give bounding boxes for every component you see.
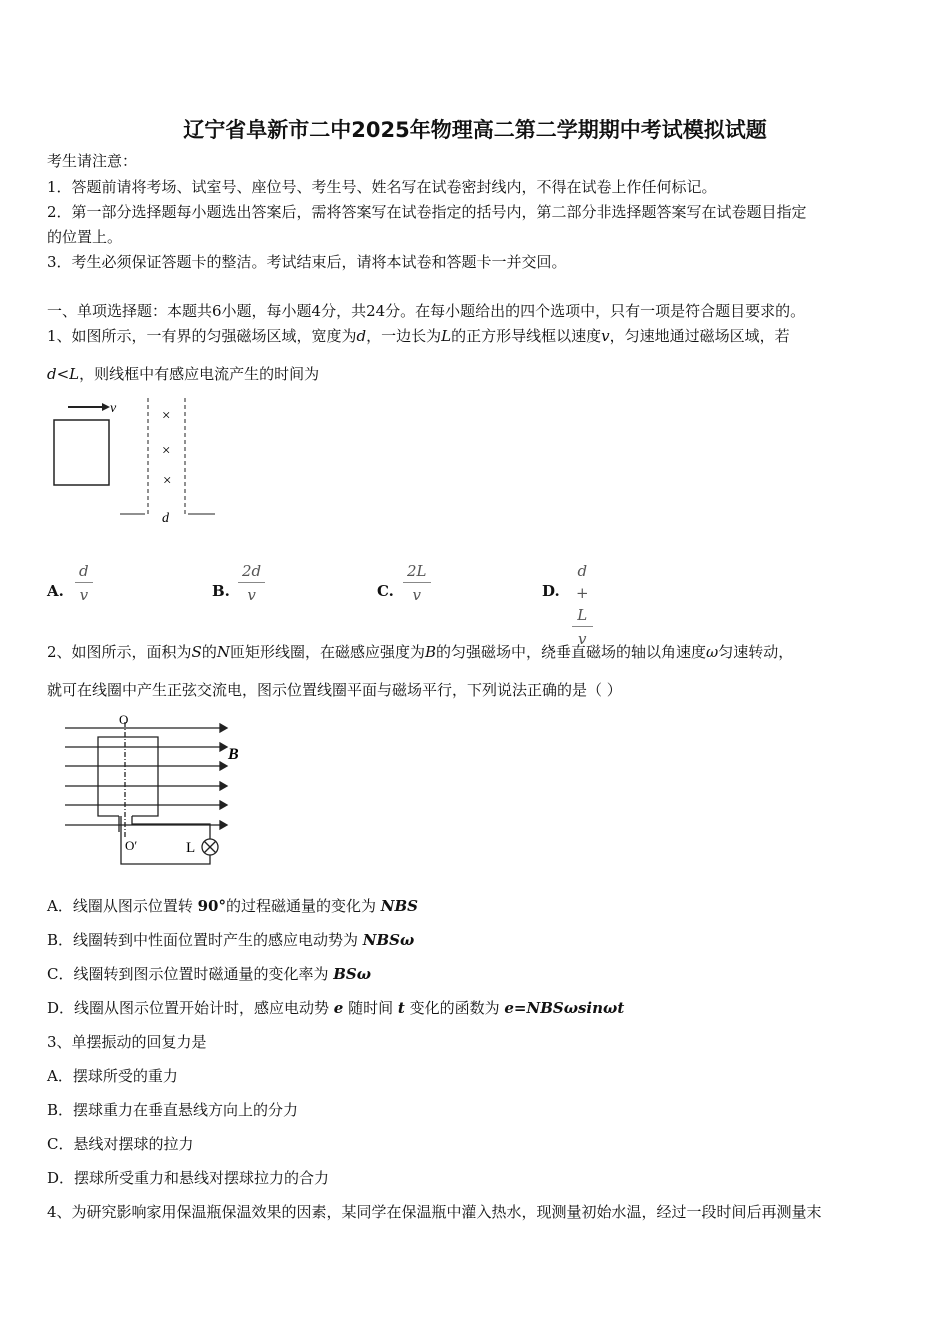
text: 变化的函数为	[404, 999, 505, 1017]
math: NBS	[380, 897, 418, 915]
text: C．线圈转到图示位置时磁通量的变化率为	[47, 965, 334, 983]
denominator: v	[412, 586, 421, 604]
math: v	[601, 327, 610, 345]
option-label: A.	[47, 582, 64, 600]
denominator: v	[79, 586, 89, 604]
math: NBSω	[362, 931, 415, 949]
notice-item: 2．第一部分选择题每小题选出答案后，需将答案写在试卷指定的括号内，第二部分非选择题答案写在试卷题目指定	[47, 203, 807, 221]
axis-o2-label: O′	[125, 838, 138, 853]
q1-stem	[47, 326, 790, 346]
denominator: v	[247, 586, 256, 604]
text: 1、如图所示，一有界的匀强磁场区域，宽度为	[47, 327, 357, 345]
numerator: 2L	[403, 560, 431, 583]
text: 随时间	[343, 999, 398, 1017]
math: e=NBSωsinωt	[504, 999, 625, 1017]
math: BSω	[333, 965, 372, 983]
text: ，匀速地通过磁场区域，若	[609, 327, 790, 345]
math: ω	[706, 643, 719, 661]
option-label: B.	[212, 582, 230, 600]
math: d<L	[47, 365, 80, 383]
math: N	[216, 643, 230, 661]
q3-option-d[interactable]: D．摆球所受重力和悬线对摆球拉力的合力	[47, 1169, 330, 1187]
notice-item: 1．答题前请将考场、试室号、座位号、考生号、姓名写在试卷密封线内，不得在试卷上作任何标记。	[47, 178, 717, 196]
notice-item: 3．考生必须保证答题卡的整洁。考试结束后，请将本试卷和答题卡一并交回。	[47, 253, 567, 271]
text: 匀速转动，	[718, 643, 794, 661]
q3-stem: 3、单摆振动的回复力是	[47, 1033, 207, 1051]
math: t	[397, 999, 405, 1017]
math: 90°	[197, 897, 226, 915]
math: S	[191, 643, 202, 661]
text: 的	[201, 643, 217, 661]
math: d	[356, 327, 367, 345]
page-title: 辽宁省阜新市二中2025年物理高二第二学期期中考试模拟试题	[183, 118, 767, 142]
q4-stem: 4、为研究影响家用保温瓶保温效果的因素，某同学在保温瓶中灌入热水，现测量初始水温，经过一段时间后再测量末	[47, 1203, 822, 1221]
text: ，一边长为	[366, 327, 442, 345]
q2-stem-cont: 就可在线圈中产生正弦交流电，图示位置线圈平面与磁场平行，下列说法正确的是（ ）	[47, 681, 622, 699]
numerator: d	[75, 560, 93, 583]
text: D．线圈从图示位置开始计时，感应电动势	[47, 999, 334, 1017]
text: ，则线框中有感应电流产生的时间为	[79, 365, 320, 383]
math: B	[424, 643, 437, 661]
numerator: d + L	[572, 560, 593, 627]
q2-figure	[55, 712, 239, 867]
q3-option-c[interactable]: C．悬线对摆球的拉力	[47, 1135, 194, 1153]
field-cross: ×	[162, 408, 171, 424]
denominator: v	[578, 630, 587, 648]
text: 的正方形导线框以速度	[451, 327, 602, 345]
section-heading: 一、单项选择题：本题共6小题，每小题4分，共24分。在每小题给出的四个选项中，只有一项是符合题目要求的。	[47, 302, 806, 320]
option-label: C.	[377, 582, 394, 600]
math: e	[333, 999, 344, 1017]
velocity-label: v	[110, 401, 117, 416]
text: 匝矩形线圈，在磁感应强度为	[229, 643, 425, 661]
text: 的过程磁通量的变化为	[225, 897, 381, 915]
math: L	[441, 327, 452, 345]
q2-stem	[47, 642, 793, 662]
q2-option-b[interactable]	[47, 930, 414, 950]
q3-option-b[interactable]: B．摆球重力在垂直悬线方向上的分力	[47, 1101, 299, 1119]
axis-o-label: O	[119, 712, 129, 727]
option-label: D.	[542, 582, 560, 600]
q2-option-a[interactable]	[47, 896, 418, 916]
field-b-label: B	[228, 746, 239, 763]
numerator: 2d	[238, 560, 265, 583]
notice-heading: 考生请注意：	[47, 152, 138, 170]
text: B．线圈转到中性面位置时产生的感应电动势为	[47, 931, 363, 949]
text: 的匀强磁场中，绕垂直磁场的轴以角速度	[436, 643, 707, 661]
text: A．线圈从图示位置转	[47, 897, 198, 915]
q2-option-c[interactable]	[47, 964, 371, 984]
field-cross: ×	[162, 443, 171, 459]
q1-stem-cont	[47, 364, 319, 384]
width-label: d	[162, 511, 169, 526]
lamp-label: L	[186, 840, 196, 856]
q1-figure	[40, 390, 240, 530]
q2-option-d[interactable]	[47, 998, 624, 1018]
notice-item: 的位置上。	[47, 228, 123, 246]
text: 2、如图所示，面积为	[47, 643, 192, 661]
q3-option-a[interactable]: A．摆球所受的重力	[47, 1067, 178, 1085]
field-cross: ×	[163, 473, 172, 489]
